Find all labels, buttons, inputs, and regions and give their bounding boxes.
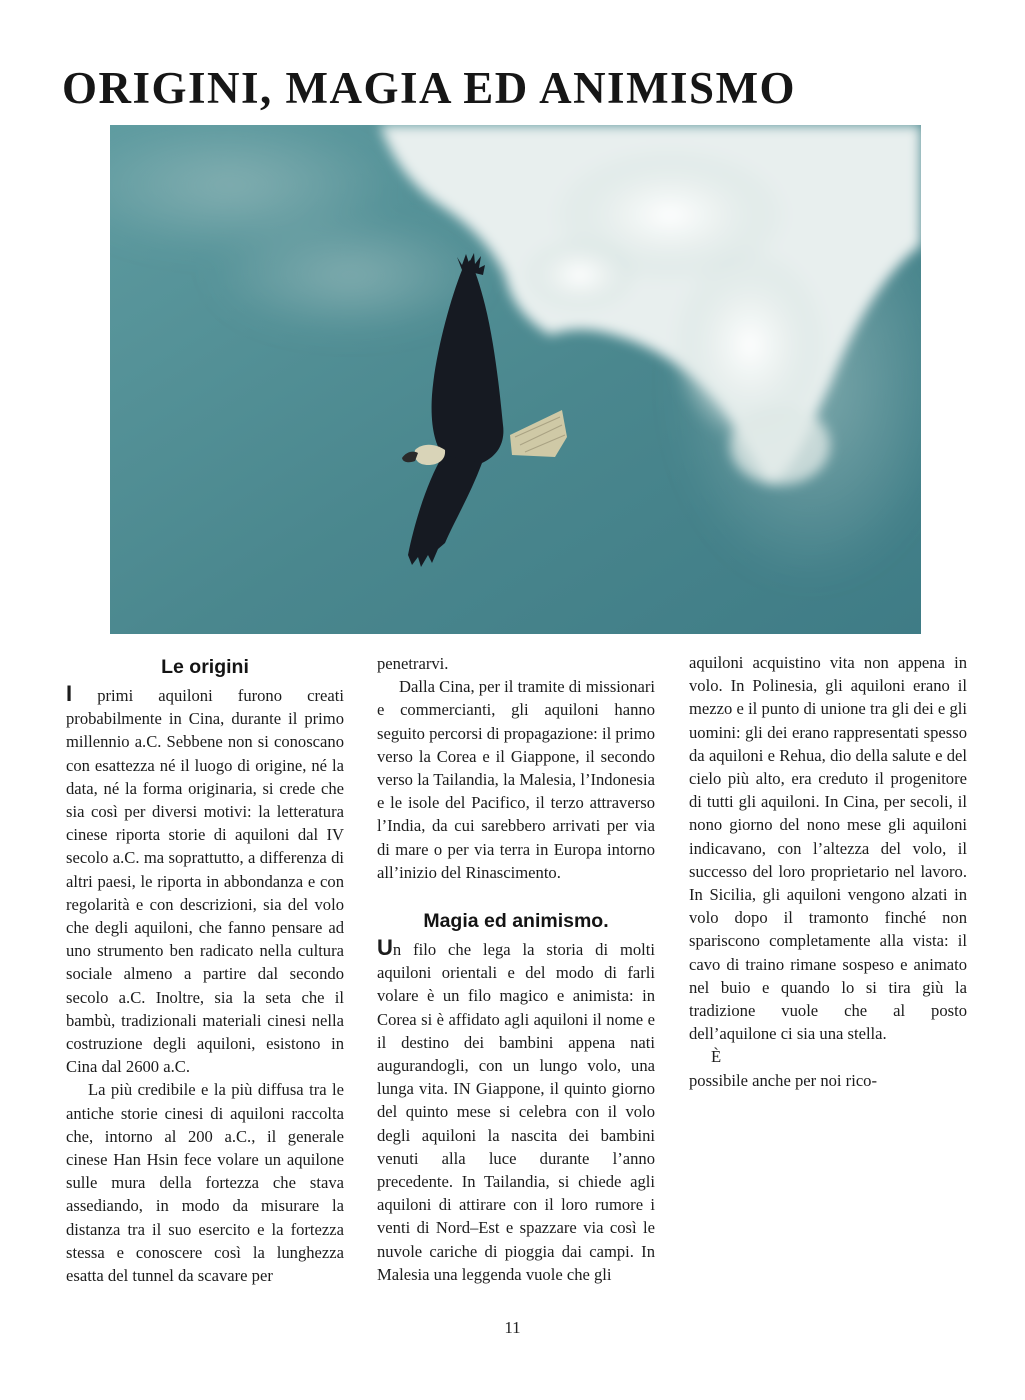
paragraph: La più credibile e la più diffusa tra le antiche storie cinesi di aquiloni raccolta che, intorno al 200 a.C., il generale cinese Han Hsin fece volare un aquilone sulle mura della fortezza che stava assediando, in modo da misurare la distanza tra il suo esercito e la fortezza stessa e conoscere così la lunghezza esatta del tunnel da scavare per (66, 1080, 344, 1286)
paragraph-text: n filo che lega la storia di molti aquiloni orientali e del modo di farli volare è un filo magico e animista: in Corea si è affidato agli aquiloni il nome e il destino dei bambini appena nati augurandogli, con un lungo volo, una lunga vita. IN Giappone, il quinto giorno del quinto mese si celebra con il volo degli aquiloni la nascita dei bambini venuti alla luce durante l’anno precedente. In Tailandia, si chiede agli aquiloni di attirare con il loro rumore i venti di Nord–Est e spazzare via così le nuvole cariche di pioggia dai campi. In Malesia una leggenda vuole che gli (377, 940, 655, 1284)
paragraph: possibile anche per noi rico- (689, 1070, 878, 1090)
paragraph-text: aquiloni acquistino vita non appena in volo. In Polinesia, gli aquiloni erano il mezzo e il punto di unione tra gli dei e gli uomini: gli dei erano rappresentati spesso da aquiloni e Rehua, dio della salute e del cielo più alto, era creduto il progenitore di tutti gli aquiloni. In Cina, per secoli, il nono giorno del nono mese gli aquiloni indicavano, con l’altezza del volo, il successo del loro proprietario nel lavoro. In Sicilia, gli aquiloni vengono alzati in volo dopo il tramonto finché non spariscono completamente alla vista: il cavo di traino rimane sospeso e animato nel buio e quando lo si tira giù la tradizione vuole che al posto dell’aquilone ci sia una stella. (689, 653, 967, 1044)
page-number: 11 (504, 1318, 521, 1337)
section-heading-origini: Le origini (161, 656, 249, 678)
eagle-kite-photo (110, 125, 921, 634)
column-3 (689, 651, 967, 1092)
paragraph-text: primi aquiloni furono creati probabilmente in Cina, durante il primo millennio a.C. Sebbene non si conoscano con esattezza né il luogo di origine, né la data, né la forma originaria, si crede che sia così per diversi motivi: la letteratura cinese riporta storie di aquiloni dal IV secolo a.C. ma soprattutto, a differenza di altri paesi, le riporta in abbondanza e con regolarità e con descrizioni, sia del volo che degli aquiloni, che fanno pensare ad uno strumento ben radicato nella cultura sociale almeno a partire dal secondo secolo a.C. Inoltre, sia la seta che il bambù, tradizionali materiali cinesi nella costruzione degli aquiloni, esistono in Cina dal 2600 a.C. (66, 686, 344, 1077)
drop-cap: U (377, 935, 393, 961)
paragraph: penetrarvi. (377, 654, 449, 673)
paragraph: Dalla Cina, per il tramite di missionari e commercianti, gli aquiloni hanno seguito percorsi di propagazione: il primo verso la Corea e il Giappone, il secondo verso la Tailandia, la Malesia, l’Indonesia e le isole del Pacifico, il terzo attraverso l’India, da cui sarebbero arrivati per via di mare o per via terra in Europa intorno all’inizio del Rinascimento. (377, 677, 655, 882)
eagle-kite-illustration (110, 125, 921, 634)
paragraph (377, 935, 655, 1286)
page-title: ORIGINI, MAGIA ED ANIMISMO (62, 63, 797, 113)
section-heading-magia: Magia ed animismo. (423, 910, 609, 933)
column-2 (377, 652, 655, 1286)
column-1 (66, 652, 344, 1287)
paragraph (66, 681, 344, 1078)
paragraph (689, 651, 967, 1045)
drop-cap: I (66, 681, 73, 706)
paragraph: È (711, 1047, 722, 1067)
